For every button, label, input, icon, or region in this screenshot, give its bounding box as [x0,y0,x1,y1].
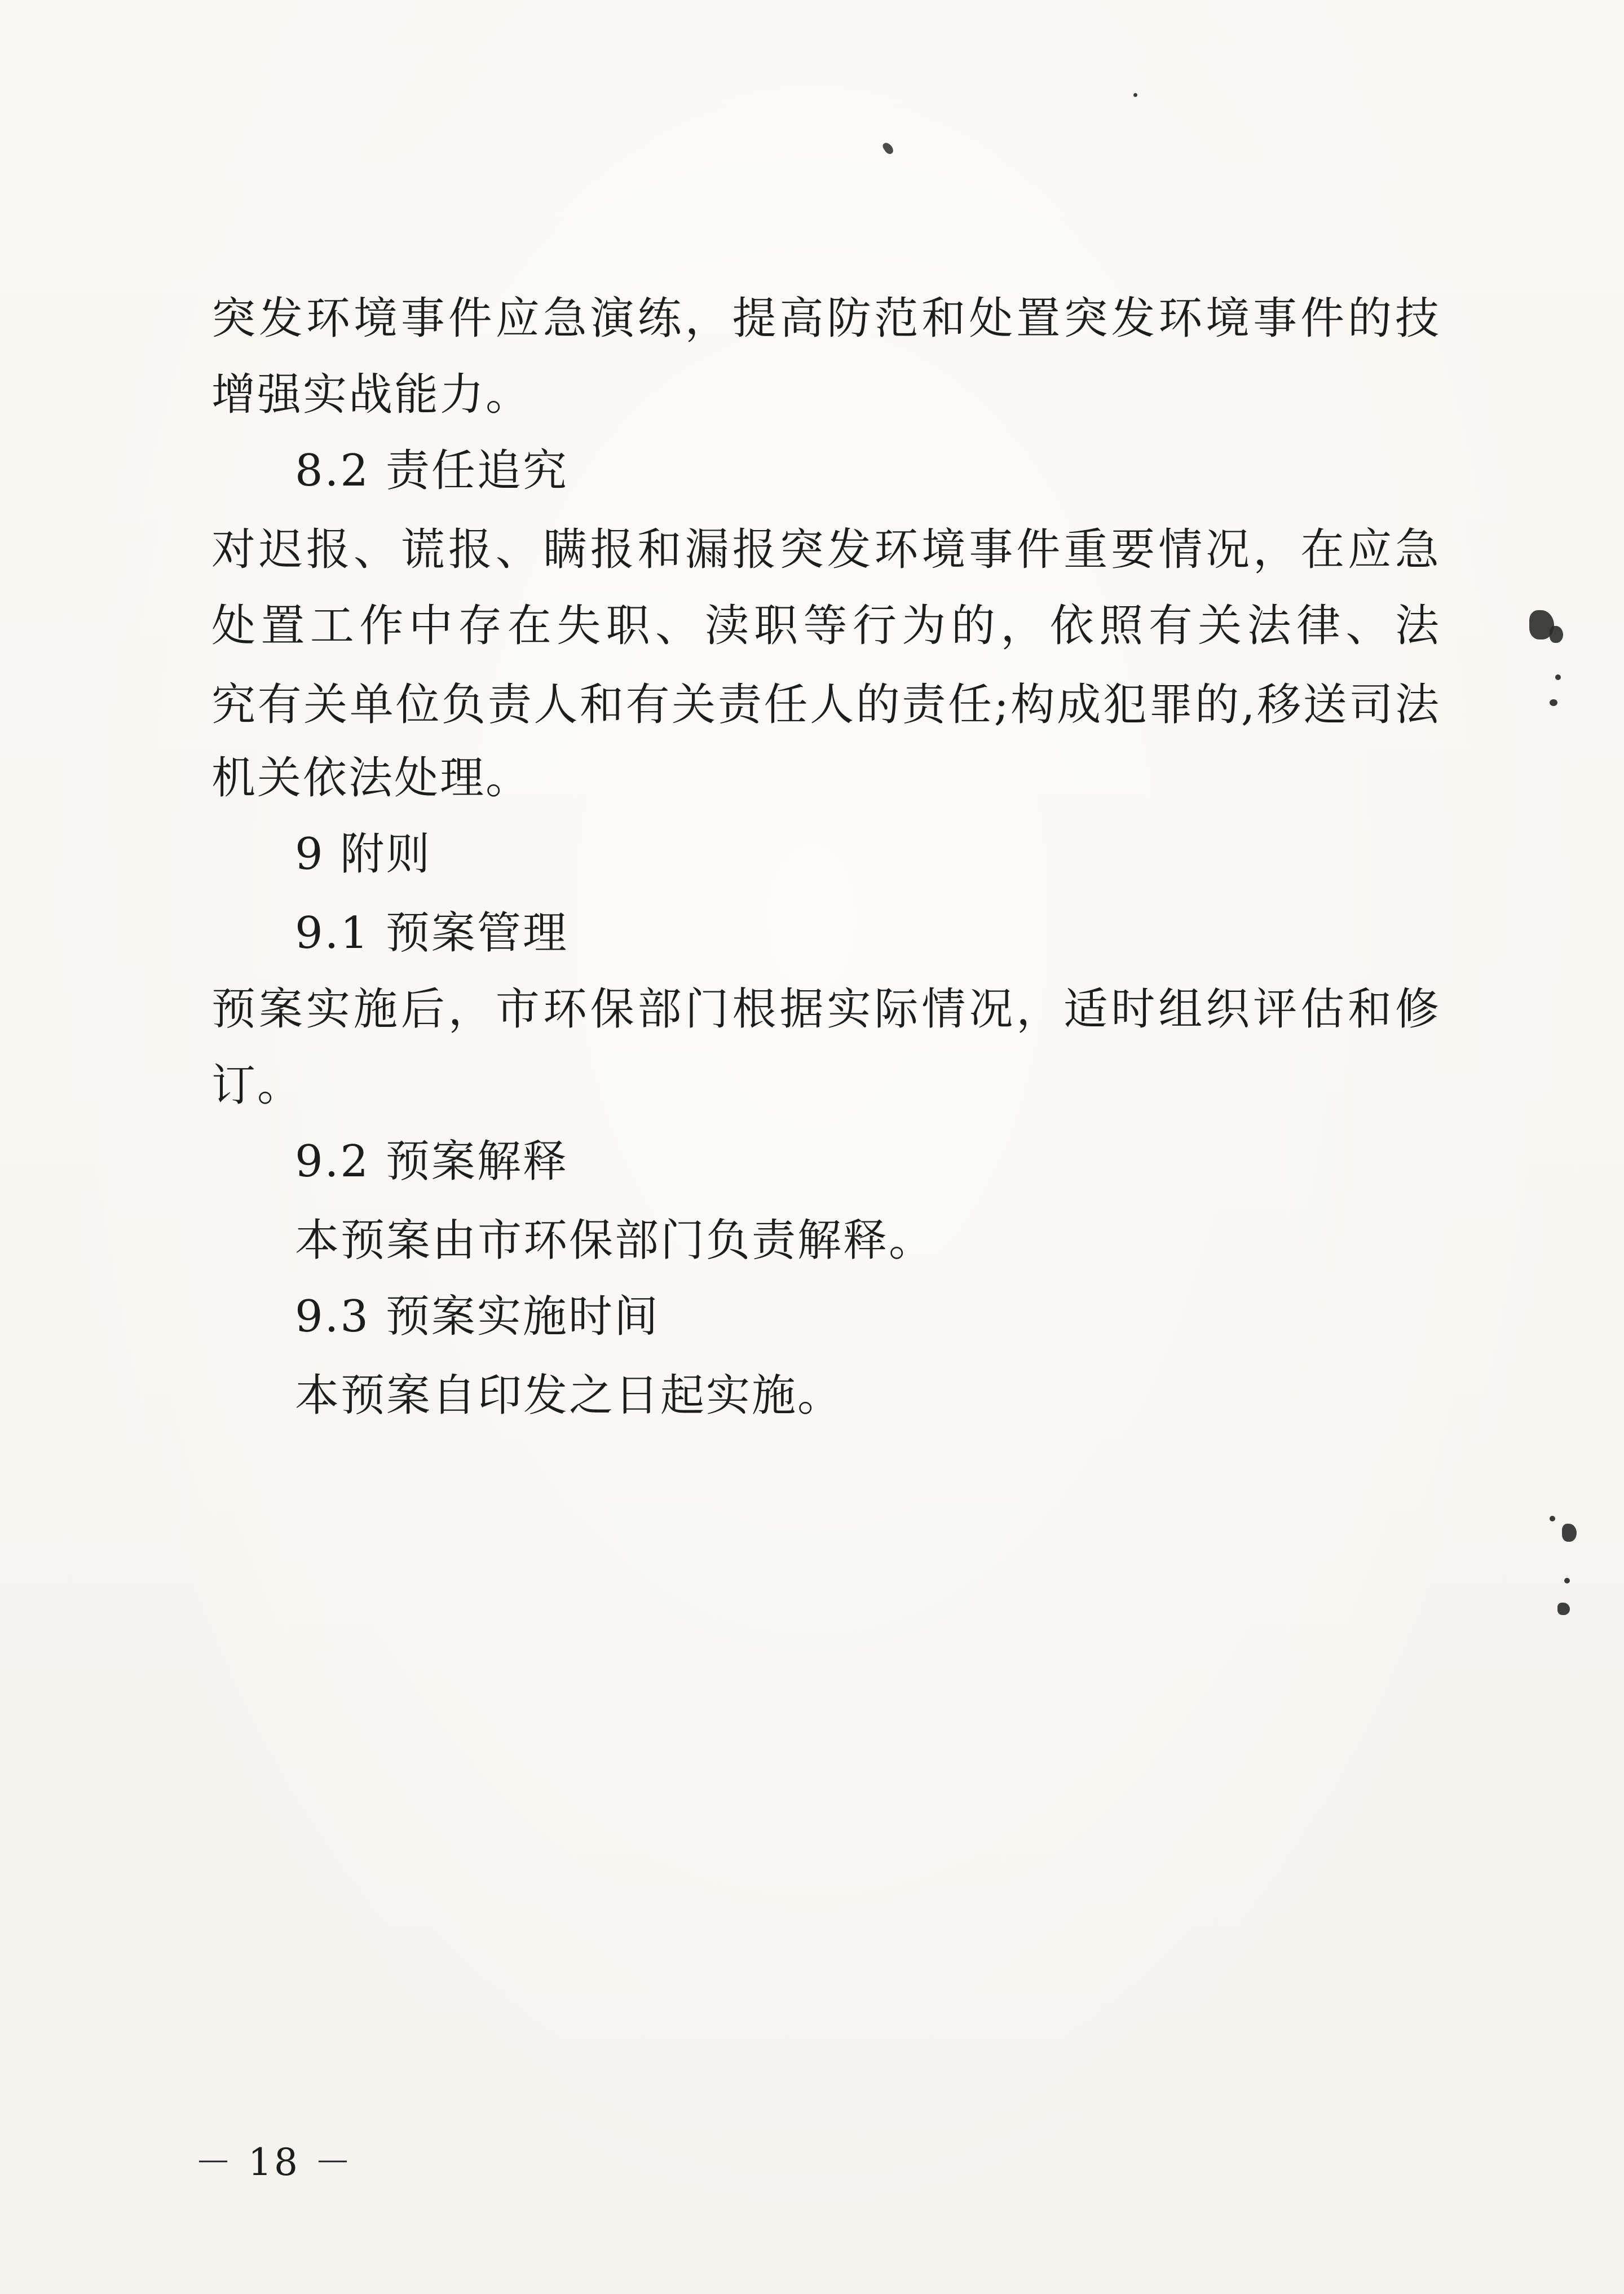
paragraph-line: 机关依法处理。 [211,753,532,804]
paragraph-line: 增强实战能力。 [211,369,532,420]
scan-artifact [1550,626,1563,643]
scan-artifact [1562,1524,1577,1542]
scan-artifact [1564,1578,1570,1583]
section-heading: 9.2 预案解释 [295,1136,568,1187]
paragraph-line: 对迟报、谎报、瞒报和漏报突发环境事件重要情况，在应急 [211,524,1441,575]
section-heading: 9 附则 [295,829,432,880]
section-heading: 9.3 预案实施时间 [295,1291,660,1342]
paragraph-line: 预案实施后，市环保部门根据实际情况，适时组织评估和修 [211,984,1441,1035]
paragraph-line: 究有关单位负责人和有关责任人的责任;构成犯罪的,移送司法 [211,680,1441,730]
section-heading: 8.2 责任追究 [295,445,568,496]
paragraph-line: 本预案自印发之日起实施。 [295,1370,844,1421]
scan-artifact [1133,93,1137,97]
paragraph-line: 订。 [211,1060,303,1111]
scan-artifact [1550,699,1557,706]
section-heading: 9.1 预案管理 [295,908,568,959]
paragraph-line: 本预案由市环保部门负责解释。 [295,1215,935,1266]
ink-mark [881,141,895,156]
paragraph-line: 处置工作中存在失职、渎职等行为的，依照有关法律、法 [211,601,1441,651]
scan-artifact [1550,1516,1555,1521]
scan-artifact [1557,1603,1570,1615]
page-number: － 18 － [195,2141,354,2184]
scan-artifact [1555,674,1561,680]
paragraph-line: 突发环境事件应急演练，提高防范和处置突发环境事件的技 [211,293,1441,344]
